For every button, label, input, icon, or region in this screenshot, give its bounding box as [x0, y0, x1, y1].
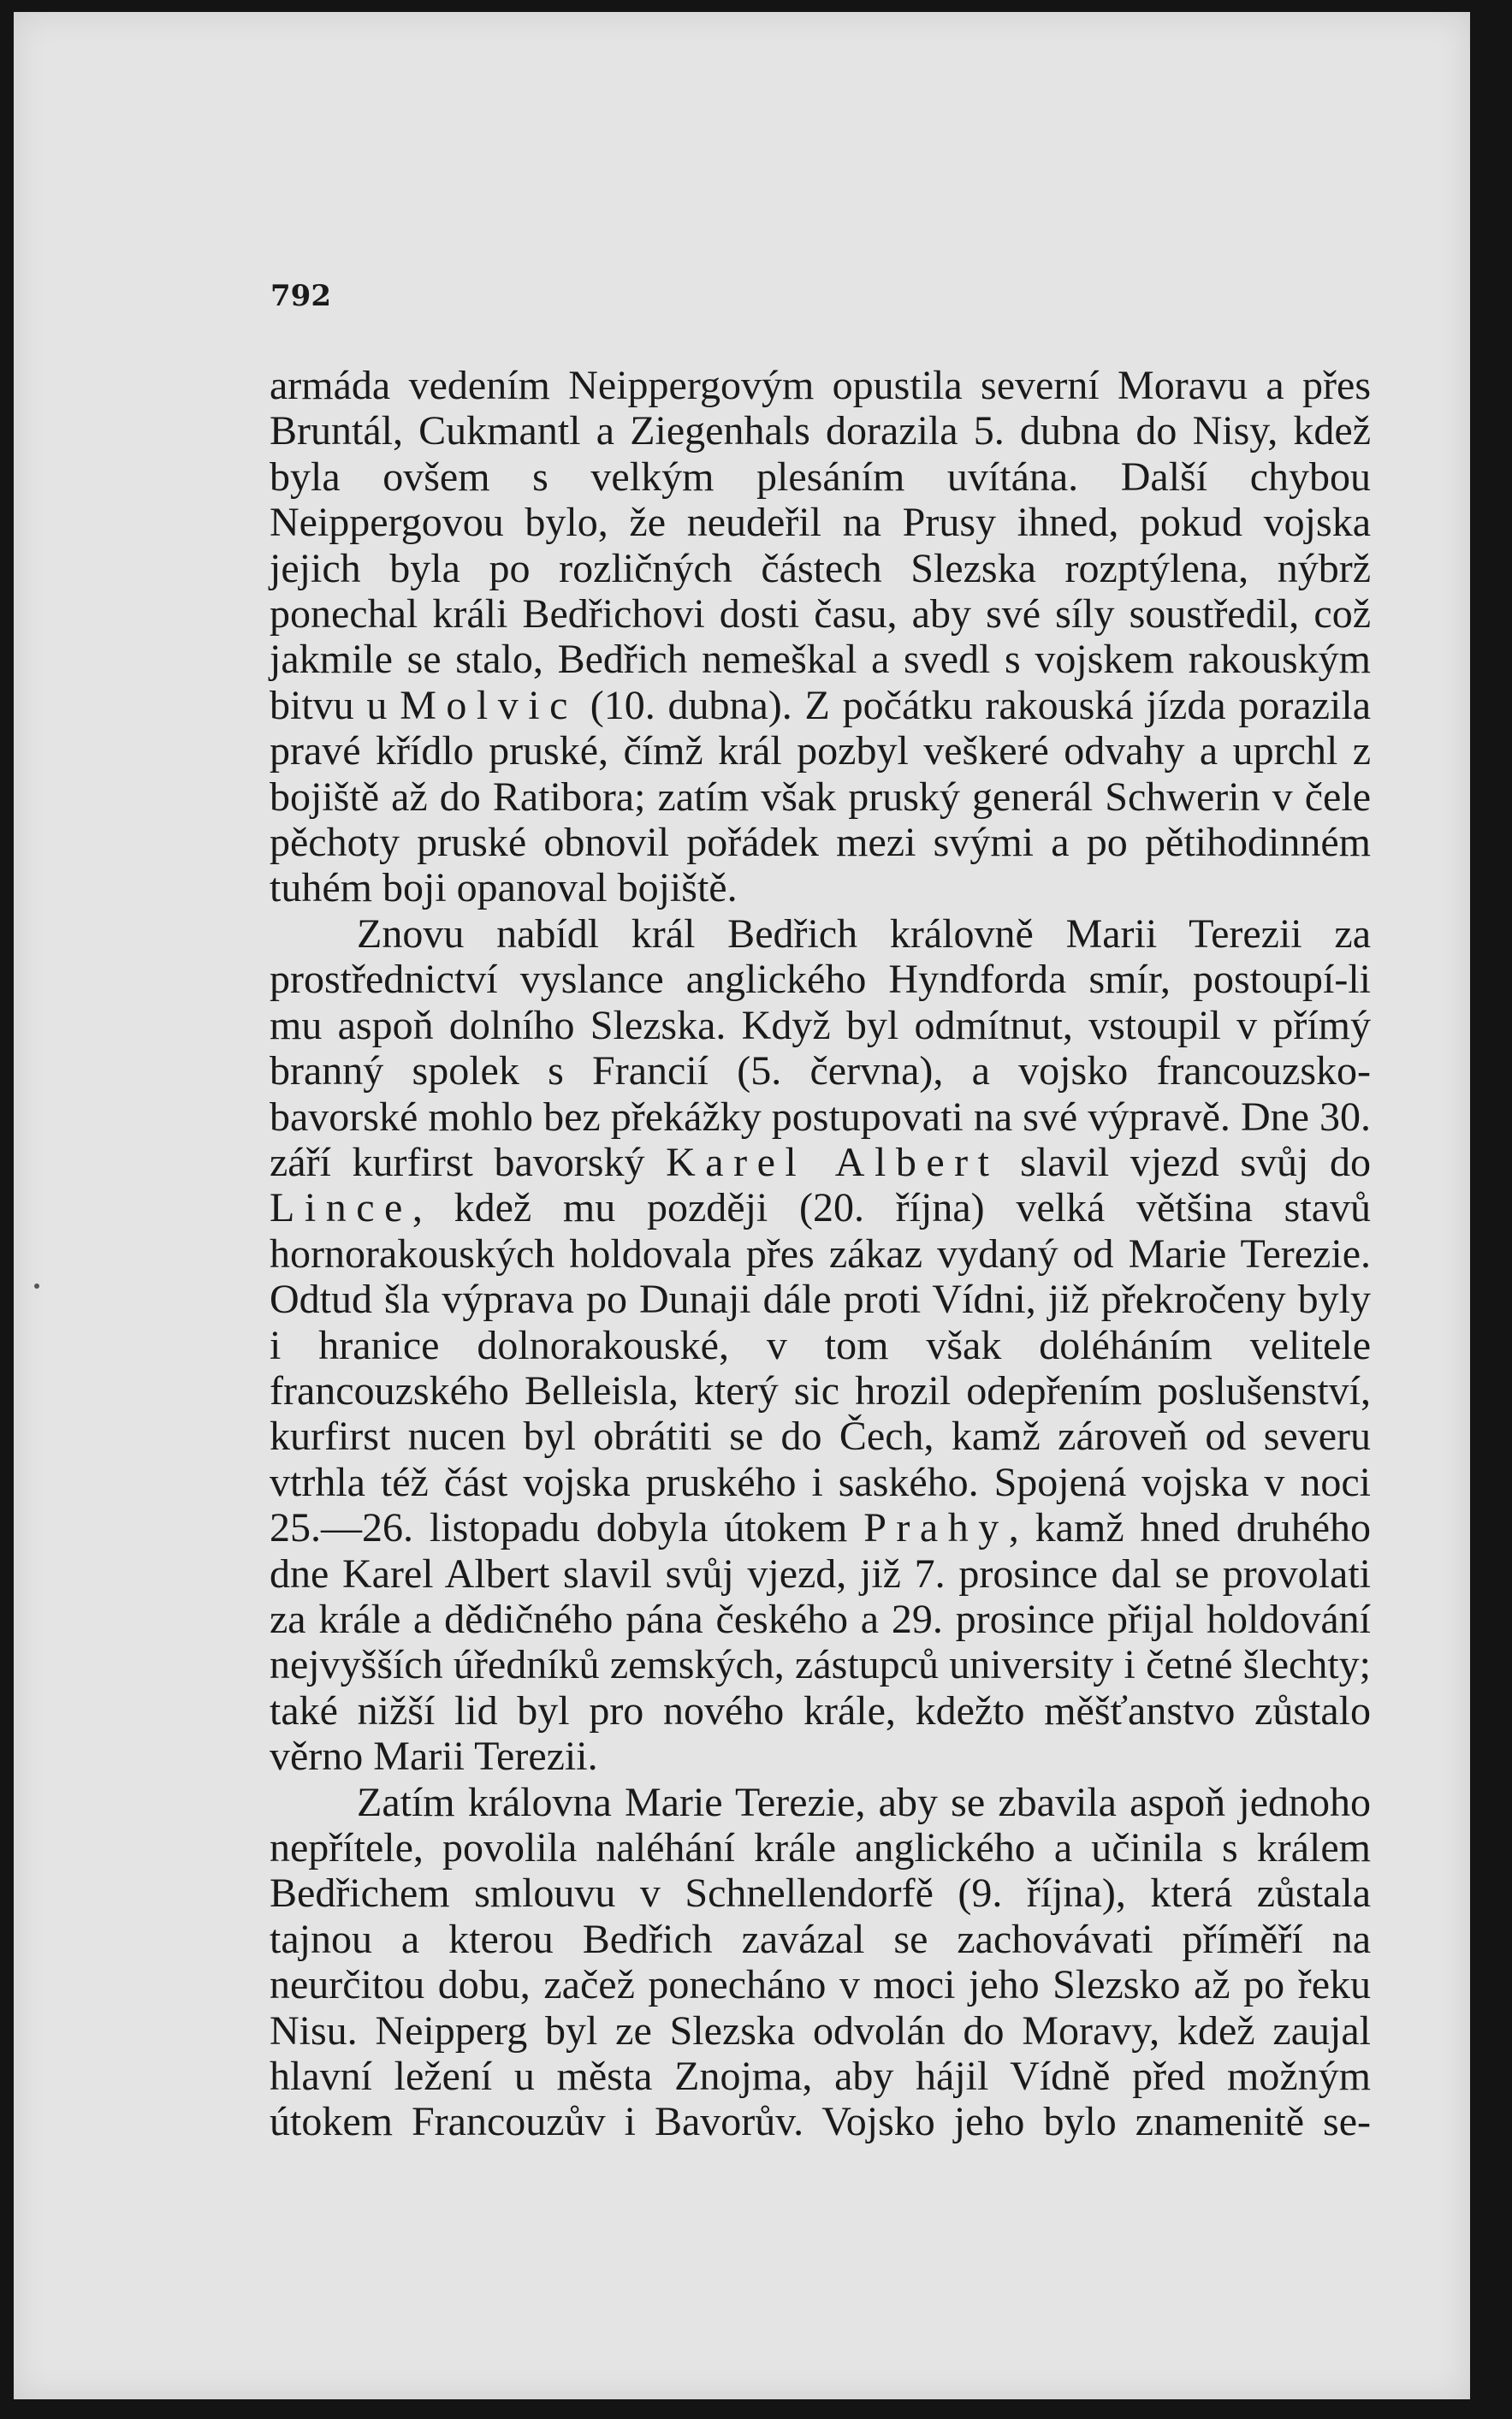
paragraph-p2 [270, 911, 1371, 1780]
spaced-emphasis-text: Molvic [400, 682, 578, 728]
book-page [14, 12, 1470, 2399]
text-run: slavil vjezd svůj do [999, 1139, 1372, 1185]
page-number: 792 [270, 279, 331, 313]
margin-speck [34, 1284, 39, 1289]
spaced-emphasis-text: Lince [270, 1185, 412, 1231]
paragraph-p3 [270, 1780, 1371, 2145]
paragraph-p1 [270, 363, 1371, 911]
text-run: Zatím královna Marie Terezie, aby se zbavila aspoň jednoho nepřítele, povolila naléhání krále anglického a učinila s králem Bedřichem smlouvu v Schnellendorfě (9. října), která zůstala tajnou a kterou Bedřich zavázal se zachovávati příměří na neurčitou dobu, začež ponecháno v moci jeho Slezsko až po řeku Nisu. Neipperg byl ze Slezska odvolán do Moravy, kdež zaujal hlavní ležení u města Znojma, aby hájil Vídně před možným útokem Francouzův i Bavorův. Vojsko jeho bylo znamenitě se- [270, 1779, 1371, 2145]
body-text [270, 363, 1371, 2145]
text-run: , kdež mu později (20. října) velká většina stavů hornorakouských holdovala přes zákaz vydaný od Marie Terezie. Odtud šla výprava po Dunaji dále proti Vídni, již překročeny byly i hranice dolnorakouské, v tom však doléháním velitele francouzského Belleisla, který sic hrozil odepřením poslušenství, kurfirst nucen byl obrátiti se do Čech, kamž zároveň od severu vtrhla též část vojska pruského i saského. Spojená vojska v noci 25.—26. listopadu dobyla útokem [270, 1185, 1371, 1551]
text-run: armáda vedením Neippergovým opustila severní Moravu a přes Bruntál, Cukmantl a Ziegenhals dorazila 5. dubna do Nisy, kdež byla ovšem s velkým plesáním uvítána. Další chybou Neippergovou bylo, že neudeřil na Prusy ihned, pokud vojska jejich byla po rozličných částech Slezska rozptýlena, nýbrž ponechal králi Bedřichovi dosti času, aby své síly soustředil, což jakmile se stalo, Bedřich nemeškal a svedl s vojskem rakouským bitvu u [270, 363, 1371, 728]
text-run: Znovu nabídl král Bedřich královně Marii Terezii za prostřednictví vyslance anglického Hyndforda smír, postoupí-li mu aspoň dolního Slezska. Když byl odmítnut, vstoupil v přímý branný spolek s Francií (5. června), a vojsko francouzsko-bavorské mohlo bez překážky postupovati na své výpravě. Dne 30. září kurfirst bavorský [270, 910, 1371, 1185]
spaced-emphasis-text: Karel Albert [666, 1139, 999, 1185]
text-run: , kamž hned druhého dne Karel Albert slavil svůj vjezd, již 7. prosince dal se provolati za krále a dědičného pána českého a 29. prosince přijal holdování nejvyšších úředníků zemských, zástupců university i četné šlechty; také nižší lid byl pro nového krále, kdežto měšťanstvo zůstalo věrno Marii Terezii. [270, 1505, 1371, 1780]
text-run: (10. dubna). Z počátku rakouská jízda porazila pravé křídlo pruské, čímž král pozbyl veškeré odvahy a uprchl z bojiště až do Ratibora; zatím však pruský generál Schwerin v čele pěchoty pruské obnovil pořádek mezi svými a po pětihodinném tuhém boji opanoval bojiště. [270, 682, 1371, 911]
spaced-emphasis-text: Prahy [863, 1505, 1009, 1551]
